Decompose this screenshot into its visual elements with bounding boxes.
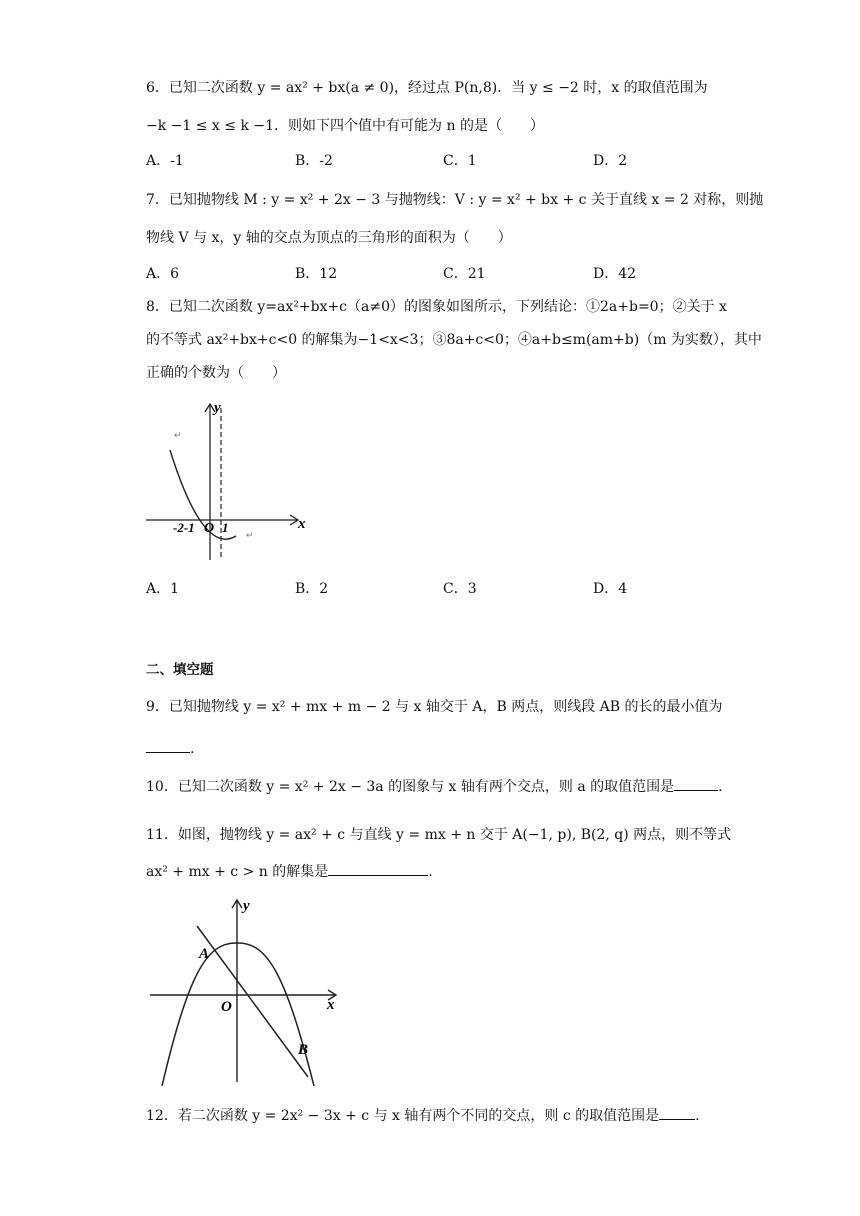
q6-option-b: B．-2 <box>295 153 333 169</box>
q6-option-c: C．1 <box>443 153 477 169</box>
q11-origin-label: O <box>221 999 232 1015</box>
q8-y-label: y <box>214 400 221 416</box>
q8-figure <box>140 396 310 566</box>
q11-answer-blank[interactable] <box>328 861 428 876</box>
q11-point-a-label: A <box>199 946 210 962</box>
q10-answer-blank[interactable] <box>674 776 718 791</box>
q11-line <box>197 926 308 1077</box>
q7-option-d: D．42 <box>593 266 637 282</box>
q12-line <box>146 1105 700 1126</box>
section-heading: 二、填空题 <box>146 662 214 678</box>
q11-figure <box>148 896 348 1086</box>
q10-suffix: . <box>718 779 723 795</box>
q8-line-3: 正确的个数为（ ） <box>146 365 286 381</box>
q8-line-1: 8．已知二次函数 y=ax²+bx+c（a≠0）的图象如图所示，下列结论：①2a+b=0；②关于 x <box>146 299 727 315</box>
q11-line-1: 11．如图，抛物线 y = ax² + c 与直线 y = mx + n 交于 A(−1, p), B(2, q) 两点，则不等式 <box>146 827 732 843</box>
q7-line-1: 7．已知抛物线 M : y = x² + 2x − 3 与抛物线：V : y = x² + bx + c 关于直线 x = 2 对称，则抛 <box>146 192 764 208</box>
q7-option-c: C．21 <box>443 266 486 282</box>
q9-suffix: . <box>190 741 195 757</box>
q8-option-a: A．1 <box>146 581 180 597</box>
q6-option-a: A．-1 <box>146 153 184 169</box>
q8-x-label: x <box>298 516 306 532</box>
q10-text: 10．已知二次函数 y = x² + 2x − 3a 的图象与 x 轴有两个交点，则 a 的取值范围是 <box>146 779 675 795</box>
q8-one-label: 1 <box>222 520 229 535</box>
q8-line-2: 的不等式 ax²+bx+c<0 的解集为−1<x<3；③8a+c<0；④a+b≤m(am+b)（m 为实数），其中 <box>146 332 762 348</box>
q11-y-label: y <box>243 898 250 914</box>
q9-line-2 <box>146 738 194 759</box>
q8-tick-label: -2-1 <box>173 520 195 535</box>
q8-return-mark-1: ↵ <box>174 430 182 440</box>
q12-suffix: . <box>695 1108 700 1124</box>
q12-answer-blank[interactable] <box>659 1105 695 1120</box>
q11-text: ax² + mx + c > n 的解集是 <box>146 864 329 880</box>
q8-return-mark-2: ↵ <box>246 530 254 540</box>
q9-answer-blank[interactable] <box>146 738 190 753</box>
q11-suffix: . <box>428 864 433 880</box>
q11-parabola <box>162 943 314 1086</box>
q7-option-b: B．12 <box>295 266 338 282</box>
q6-line-2: −k −1 ≤ x ≤ k −1．则如下四个值中有可能为 n 的是（ ） <box>146 118 544 134</box>
q11-line-2 <box>146 861 433 882</box>
q8-origin-label: O <box>204 521 215 536</box>
q10-line <box>146 776 723 797</box>
q7-option-a: A．6 <box>146 266 180 282</box>
q8-option-c: C．3 <box>443 581 477 597</box>
q7-line-2: 物线 V 与 x，y 轴的交点为顶点的三角形的面积为（ ） <box>146 230 512 246</box>
q6-option-d: D．2 <box>593 153 628 169</box>
q8-option-d: D．4 <box>593 581 628 597</box>
q8-option-b: B．2 <box>295 581 329 597</box>
q6-line-1: 6．已知二次函数 y = ax² + bx(a ≠ 0)，经过点 P(n,8)．当 y ≤ −2 时，x 的取值范围为 <box>146 80 708 96</box>
q11-point-b-label: B <box>298 1042 309 1058</box>
q11-x-label: x <box>327 997 335 1013</box>
q12-text: 12．若二次函数 y = 2x² − 3x + c 与 x 轴有两个不同的交点，则 c 的取值范围是 <box>146 1108 660 1124</box>
q9-line-1: 9．已知抛物线 y = x² + mx + m − 2 与 x 轴交于 A，B 两点，则线段 AB 的长的最小值为 <box>146 699 723 715</box>
